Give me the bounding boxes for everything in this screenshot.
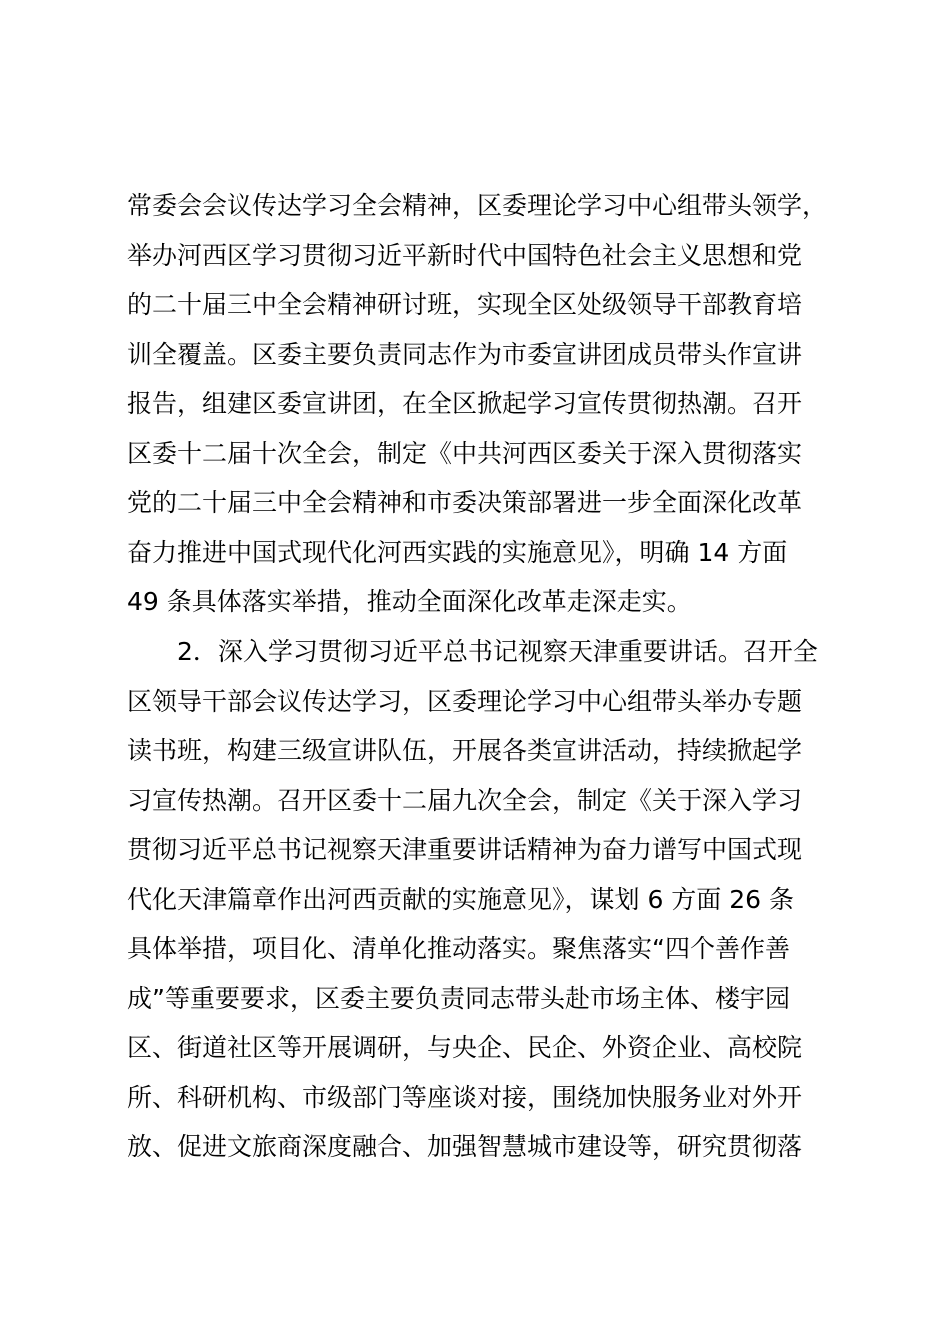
paragraph-2-line: 习宣传热潮。召开区委十二届九次全会，制定《关于深入学习: [127, 785, 803, 815]
paragraph-2-line: 区领导干部会议传达学习，区委理论学习中心组带头举办专题: [127, 686, 803, 716]
paragraph-1-line: 区委十二届十次全会，制定《中共河西区委关于深入贯彻落实: [127, 438, 803, 468]
paragraph-1-line: 常委会会议传达学习全会精神，区委理论学习中心组带头领学，: [127, 191, 828, 220]
paragraph-1-line: 的二十届三中全会精神研讨班，实现全区处级领导干部教育培: [127, 290, 803, 319]
paragraph-2-line: 区、街道社区等开展调研，与央企、民企、外资企业、高校院: [127, 1033, 803, 1062]
paragraph-1: [127, 181, 847, 627]
paragraph-1-line: 奋力推进中国式现代化河西实践的实施意见》，明确 14 方面: [127, 537, 788, 567]
paragraph-2-line: 2．深入学习贯彻习近平总书记视察天津重要讲话。召开全: [127, 637, 818, 666]
paragraph-1-line: 训全覆盖。区委主要负责同志作为市委宣讲团成员带头作宣讲: [127, 339, 803, 369]
paragraph-2-line: 读书班，构建三级宣讲队伍，开展各类宣讲活动，持续掀起学: [127, 736, 803, 765]
paragraph-2-line: 贯彻习近平总书记视察天津重要讲话精神为奋力谱写中国式现: [127, 835, 803, 864]
paragraph-2: [127, 627, 847, 1172]
paragraph-1-line: 举办河西区学习贯彻习近平新时代中国特色社会主义思想和党: [127, 240, 803, 270]
paragraph-2-line: 成”等重要要求，区委主要负责同志带头赴市场主体、楼宇园: [127, 983, 790, 1013]
paragraph-2-line: 代化天津篇章作出河西贡献的实施意见》，谋划 6 方面 26 条: [127, 884, 795, 914]
paragraph-2-line: 具体举措，项目化、清单化推动落实。聚焦落实“四个善作善: [127, 934, 790, 963]
paragraph-2-line: 所、科研机构、市级部门等座谈对接，围绕加快服务业对外开: [127, 1082, 803, 1112]
paragraph-1-line: 党的二十届三中全会精神和市委决策部署进一步全面深化改革: [127, 488, 803, 517]
paragraph-1-line: 报告，组建区委宣讲团，在全区掀起学习宣传贯彻热潮。召开: [127, 389, 803, 418]
paragraph-2-line: 放、促进文旅商深度融合、加强智慧城市建设等，研究贯彻落: [127, 1132, 803, 1161]
paragraph-1-line: 49 条具体落实举措，推动全面深化改革走深走实。: [127, 587, 692, 616]
